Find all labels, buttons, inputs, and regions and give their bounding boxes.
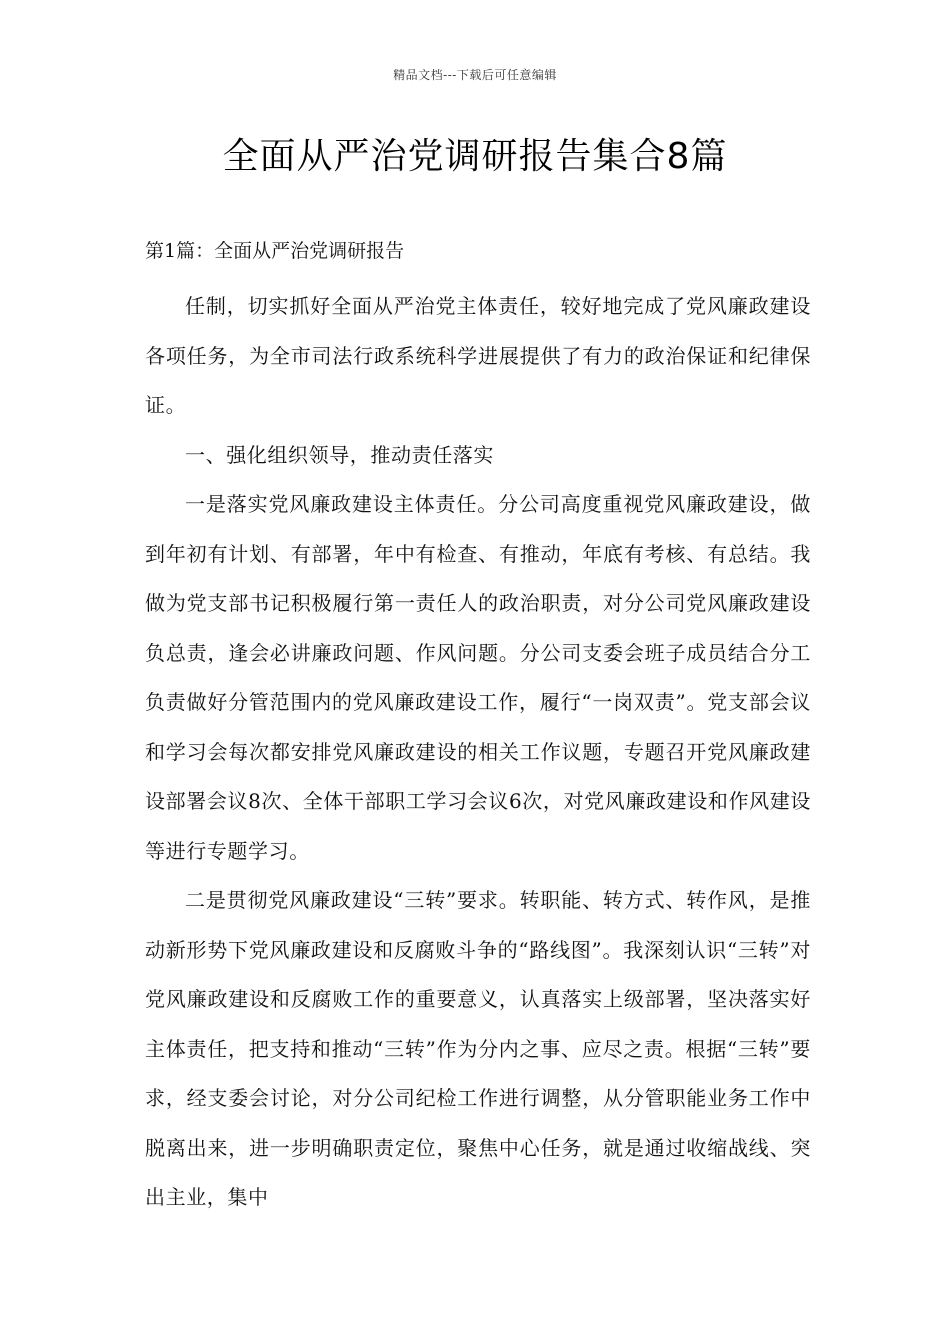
paragraph-1: 任制，切实抓好全面从严治党主体责任，较好地完成了党风廉政建设各项任务，为全市司法行政系统科学进展提供了有力的政治保证和纪律保证。 [145,294,811,417]
subheading-1: 一、强化组织领导，推动责任落实 [185,442,494,467]
document-body [145,282,811,1223]
header-note: 精品文档---下载后可任意编辑 [393,68,557,82]
paragraph-2: 一是落实党风廉政建设主体责任。分公司高度重视党风廉政建设，做到年初有计划、有部署，年中有检查、有推动，年底有考核、有总结。我做为党支部书记积极履行第一责任人的政治职责，对分公司党风廉政建设负总责，逢会必讲廉政问题、作风问题。分公司支委会班子成员结合分工负责做好分管范围内的党风廉政建设工作，履行“一岗双责”。党支部会议和学习会每次都安排党风廉政建设的相关工作议题，专题召开党风廉政建设部署会议8次、全体干部职工学习会议6次，对党风廉政建设和作风建设等进行专题学习。 [145,492,811,863]
document-title: 全面从严治党调研报告集合8篇 [222,136,728,177]
section-heading: 第1篇：全面从严治党调研报告 [145,240,405,262]
paragraph-3: 二是贯彻党风廉政建设“三转”要求。转职能、转方式、转作风，是推动新形势下党风廉政建设和反腐败斗争的“路线图”。我深刻认识“三转”对党风廉政建设和反腐败工作的重要意义，认真落实上级部署，坚决落实好主体责任，把支持和推动“三转”作为分内之事、应尽之责。根据“三转”要求，经支委会讨论，对分公司纪检工作进行调整，从分管职能业务工作中脱离出来，进一步明确职责定位，聚焦中心任务，就是通过收缩战线、突出主业，集中 [145,888,811,1209]
